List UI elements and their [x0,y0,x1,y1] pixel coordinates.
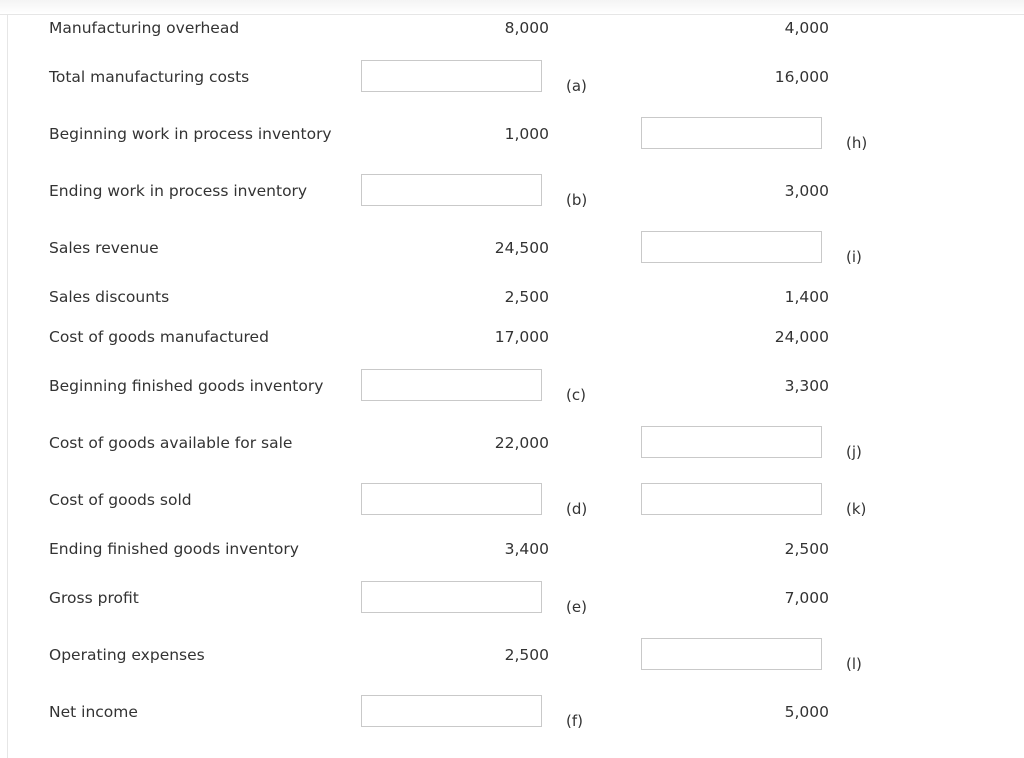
answer-tag-h: (h) [846,134,868,152]
value-manufacturing-overhead-col1: 8,000 [504,19,549,37]
left-divider [7,14,8,758]
answer-tag-f: (f) [566,712,583,730]
input-l-operating-expenses[interactable] [641,638,822,670]
row-label-sales-discounts: Sales discounts [49,288,170,306]
input-e-gross-profit[interactable] [361,581,542,613]
row-label-total-manufacturing-costs: Total manufacturing costs [49,68,250,86]
answer-tag-c: (c) [566,386,586,404]
value-operating-expenses-col1: 2,500 [504,646,549,664]
input-h-beginning-wip[interactable] [641,117,822,149]
answer-tag-e: (e) [566,598,587,616]
value-sales-discounts-col1: 2,500 [504,288,549,306]
row-label-goods-available-for-sale: Cost of goods available for sale [49,434,293,452]
value-ending-wip-col2: 3,000 [784,182,829,200]
row-label-gross-profit: Gross profit [49,589,139,607]
row-label-cost-of-goods-manufactured: Cost of goods manufactured [49,328,269,346]
row-label-net-income: Net income [49,703,138,721]
row-label-ending-wip: Ending work in process inventory [49,182,308,200]
input-f-net-income[interactable] [361,695,542,727]
answer-tag-a: (a) [566,77,587,95]
value-total-manufacturing-costs-col2: 16,000 [774,68,829,86]
value-sales-discounts-col2: 1,400 [784,288,829,306]
input-b-ending-wip[interactable] [361,174,542,206]
answer-tag-l: (l) [846,655,862,673]
input-a-total-manufacturing-costs[interactable] [361,60,542,92]
answer-tag-d: (d) [566,500,588,518]
input-k-cost-of-goods-sold[interactable] [641,483,822,515]
input-d-cost-of-goods-sold[interactable] [361,483,542,515]
value-beginning-wip-col1: 1,000 [504,125,549,143]
value-ending-finished-goods-col2: 2,500 [784,540,829,558]
top-divider [0,0,1024,15]
value-beginning-finished-goods-col2: 3,300 [784,377,829,395]
row-label-cost-of-goods-sold: Cost of goods sold [49,491,192,509]
row-label-beginning-wip: Beginning work in process inventory [49,125,332,143]
row-label-beginning-finished-goods: Beginning finished goods inventory [49,377,324,395]
input-j-goods-available-for-sale[interactable] [641,426,822,458]
value-manufacturing-overhead-col2: 4,000 [784,19,829,37]
answer-tag-i: (i) [846,248,862,266]
value-cogm-col2: 24,000 [774,328,829,346]
row-label-operating-expenses: Operating expenses [49,646,205,664]
answer-tag-k: (k) [846,500,867,518]
input-i-sales-revenue[interactable] [641,231,822,263]
row-label-ending-finished-goods: Ending finished goods inventory [49,540,299,558]
value-gross-profit-col2: 7,000 [784,589,829,607]
row-label-manufacturing-overhead: Manufacturing overhead [49,19,240,37]
value-ending-finished-goods-col1: 3,400 [504,540,549,558]
value-sales-revenue-col1: 24,500 [494,239,549,257]
input-c-beginning-finished-goods[interactable] [361,369,542,401]
value-goods-available-col1: 22,000 [494,434,549,452]
row-label-sales-revenue: Sales revenue [49,239,159,257]
value-cogm-col1: 17,000 [494,328,549,346]
value-net-income-col2: 5,000 [784,703,829,721]
answer-tag-j: (j) [846,443,862,461]
answer-tag-b: (b) [566,191,588,209]
